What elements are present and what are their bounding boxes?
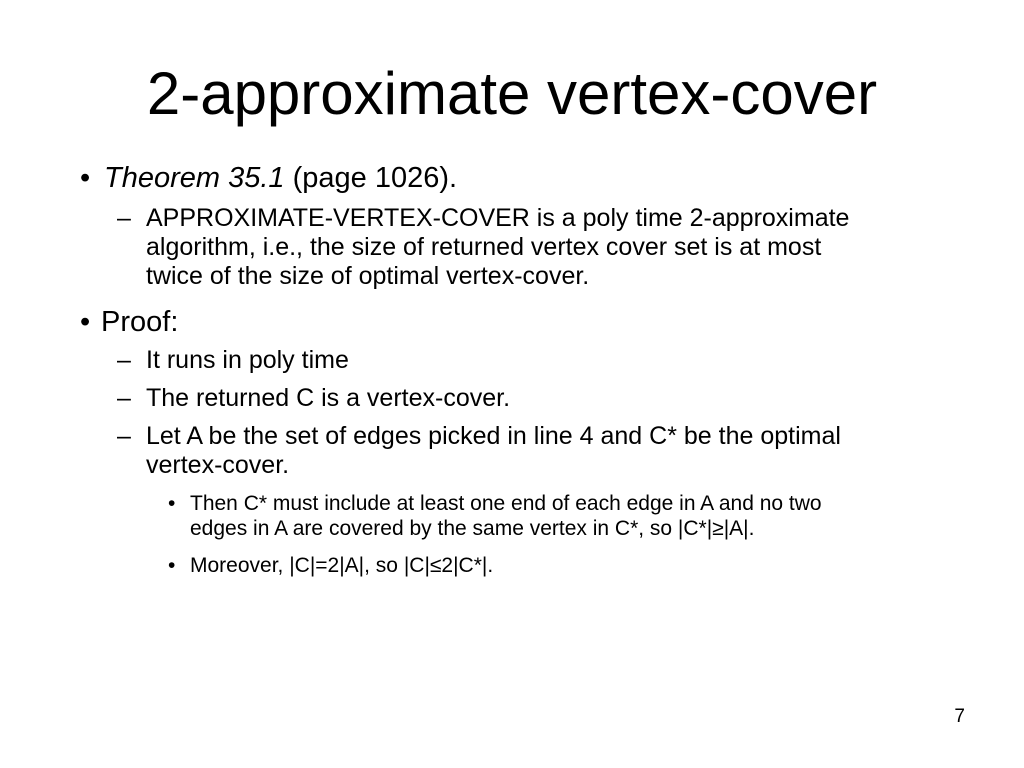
text-line: Let A be the set of edges picked in line 4 and C* be the optimal <box>146 422 841 450</box>
sub-bullet-text <box>146 346 349 375</box>
text-line: It runs in poly time <box>146 346 349 374</box>
text-line: vertex-cover. <box>146 451 290 479</box>
theorem-label: Theorem 35.1 <box>104 162 285 194</box>
sub-bullet-text <box>146 384 510 413</box>
bullet-marker: • <box>80 162 91 194</box>
text-line: APPROXIMATE-VERTEX-COVER is a poly time 2-approximate <box>146 204 850 232</box>
text-line: algorithm, i.e., the size of returned vertex cover set is at most <box>146 233 822 261</box>
bullet-proof-text: Proof: <box>101 306 179 338</box>
text-line: Moreover, |C|=2|A|, so |C|≤2|C*|. <box>190 554 494 577</box>
page-number: 7 <box>954 706 965 727</box>
bullet-marker: • <box>168 554 176 577</box>
bullet-marker: • <box>168 492 176 515</box>
sub-bullet-text <box>146 204 849 291</box>
text-line: twice of the size of optimal vertex-cover. <box>146 262 590 290</box>
slide-title: 2-approximate vertex-cover <box>146 60 878 127</box>
text-line: The returned C is a vertex-cover. <box>146 384 511 412</box>
text-line: Then C* must include at least one end of each edge in A and no two <box>190 492 822 515</box>
dash-marker: – <box>117 422 131 450</box>
sub-bullet-text <box>146 422 841 480</box>
theorem-page-ref: (page 1026). <box>284 162 458 194</box>
bullet-theorem-text <box>104 161 457 195</box>
text-line: edges in A are covered by the same vertex in C*, so |C*|≥|A|. <box>190 517 755 540</box>
dash-marker: – <box>117 204 131 232</box>
dash-marker: – <box>117 384 131 412</box>
sub-sub-bullet-text <box>190 553 493 578</box>
bullet-marker: • <box>80 306 91 338</box>
dash-marker: – <box>117 346 131 374</box>
sub-sub-bullet-text <box>190 491 822 541</box>
